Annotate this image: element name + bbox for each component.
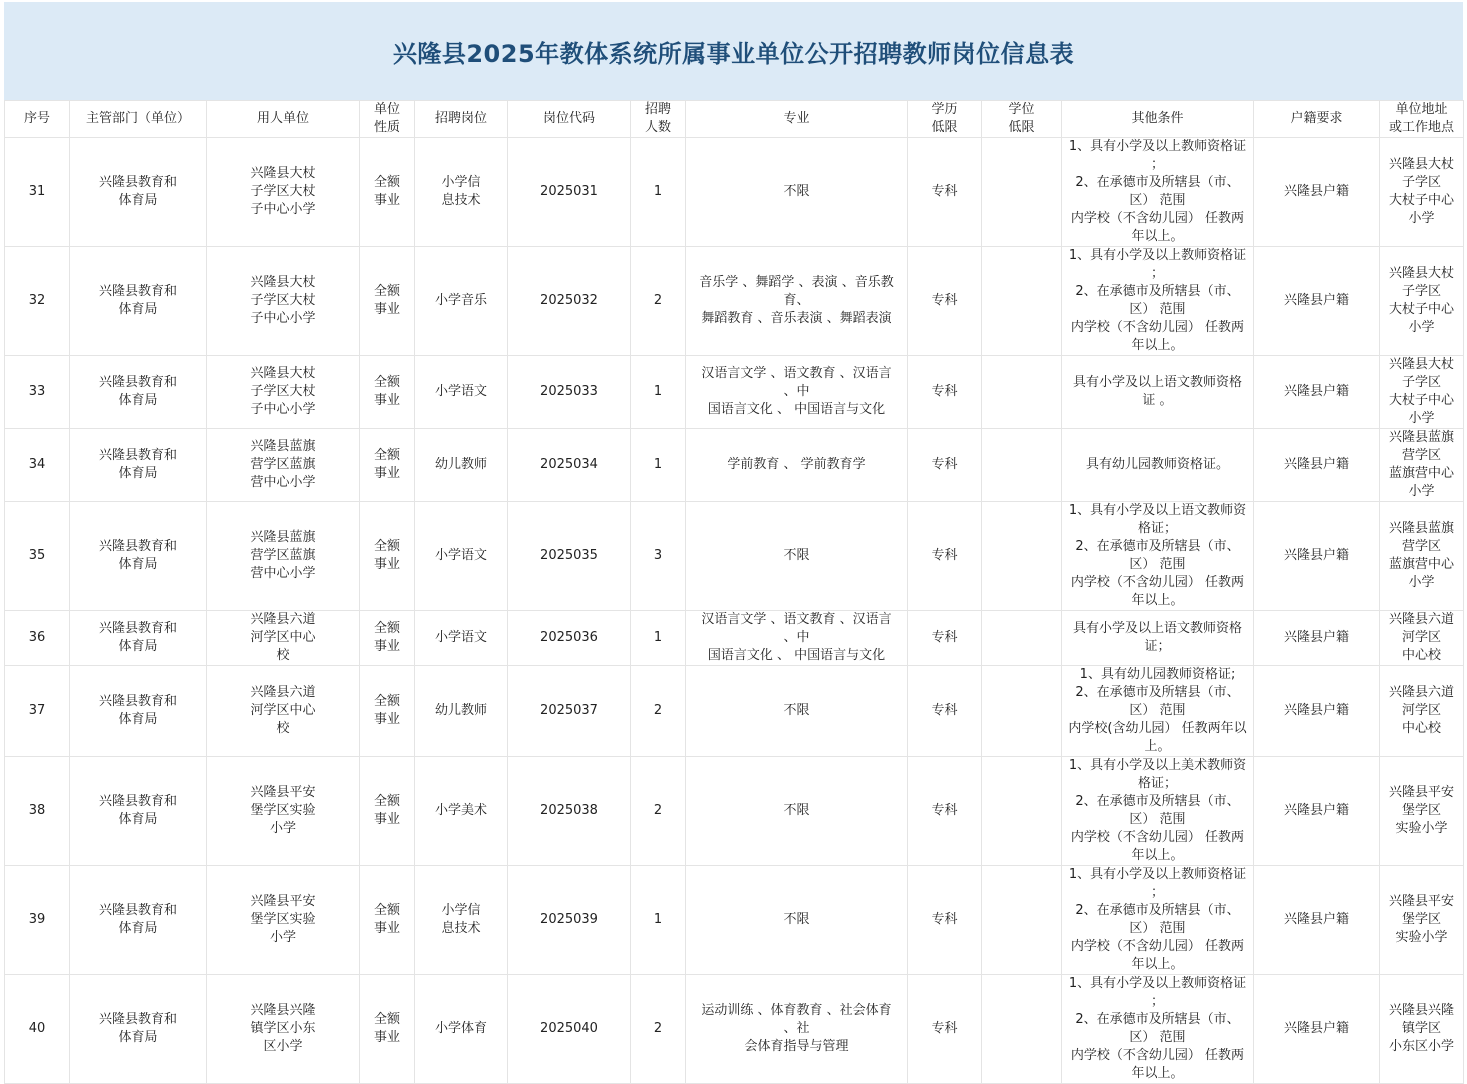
cell-degree <box>982 866 1062 975</box>
cell-degree <box>982 138 1062 247</box>
cell-major: 汉语言文学 、语文教育 、汉语言 、中 国语言文化 、 中国语言与文化 <box>686 611 908 666</box>
cell-huji: 兴隆县户籍 <box>1254 247 1380 356</box>
cell-degree <box>982 429 1062 502</box>
header-code: 岗位代码 <box>508 101 631 138</box>
cell-seq: 36 <box>5 611 70 666</box>
cell-cond: 1、具有小学及以上教师资格证 ； 2、在承德市及所辖县（市、 区） 范围 内学校（不含幼儿园） 任教两 年以上。 <box>1062 138 1254 247</box>
cell-huji: 兴隆县户籍 <box>1254 866 1380 975</box>
cell-addr: 兴隆县蓝旗 营学区 蓝旗营中心 小学 <box>1380 429 1464 502</box>
cell-edu: 专科 <box>908 138 982 247</box>
header-degree: 学位 低限 <box>982 101 1062 138</box>
cell-major: 不限 <box>686 757 908 866</box>
cell-code: 2025038 <box>508 757 631 866</box>
cell-degree <box>982 666 1062 757</box>
cell-degree <box>982 757 1062 866</box>
cell-degree <box>982 611 1062 666</box>
cell-count: 1 <box>631 356 686 429</box>
cell-edu: 专科 <box>908 666 982 757</box>
cell-nature: 全额 事业 <box>360 666 415 757</box>
header-unit: 用人单位 <box>207 101 360 138</box>
cell-post: 小学语文 <box>415 502 508 611</box>
cell-code: 2025036 <box>508 611 631 666</box>
header-cond: 其他条件 <box>1062 101 1254 138</box>
header-post: 招聘岗位 <box>415 101 508 138</box>
cell-degree <box>982 502 1062 611</box>
cell-edu: 专科 <box>908 866 982 975</box>
cell-dept: 兴隆县教育和 体育局 <box>70 866 207 975</box>
cell-nature: 全额 事业 <box>360 757 415 866</box>
cell-unit: 兴隆县蓝旗 营学区蓝旗 营中心小学 <box>207 429 360 502</box>
cell-huji: 兴隆县户籍 <box>1254 975 1380 1084</box>
cell-nature: 全额 事业 <box>360 502 415 611</box>
cell-huji: 兴隆县户籍 <box>1254 611 1380 666</box>
cell-degree <box>982 356 1062 429</box>
cell-post: 小学语文 <box>415 356 508 429</box>
cell-cond: 1、具有小学及以上教师资格证 ； 2、在承德市及所辖县（市、 区） 范围 内学校（不含幼儿园） 任教两 年以上。 <box>1062 247 1254 356</box>
cell-unit: 兴隆县兴隆 镇学区小东 区小学 <box>207 975 360 1084</box>
cell-major: 不限 <box>686 866 908 975</box>
cell-unit: 兴隆县六道 河学区中心 校 <box>207 666 360 757</box>
table-row <box>5 975 1464 1084</box>
cell-dept: 兴隆县教育和 体育局 <box>70 975 207 1084</box>
header-row <box>5 101 1464 138</box>
cell-cond: 1、具有小学及以上教师资格证 ； 2、在承德市及所辖县（市、 区） 范围 内学校（不含幼儿园） 任教两 年以上。 <box>1062 866 1254 975</box>
cell-dept: 兴隆县教育和 体育局 <box>70 356 207 429</box>
cell-degree <box>982 975 1062 1084</box>
cell-nature: 全额 事业 <box>360 247 415 356</box>
cell-addr: 兴隆县大杖 子学区 大杖子中心 小学 <box>1380 138 1464 247</box>
table-row <box>5 138 1464 247</box>
cell-code: 2025040 <box>508 975 631 1084</box>
cell-unit: 兴隆县大杖 子学区大杖 子中心小学 <box>207 356 360 429</box>
cell-cond: 1、具有小学及以上教师资格证 ； 2、在承德市及所辖县（市、 区） 范围 内学校（不含幼儿园） 任教两 年以上。 <box>1062 975 1254 1084</box>
cell-nature: 全额 事业 <box>360 866 415 975</box>
cell-cond: 具有幼儿园教师资格证。 <box>1062 429 1254 502</box>
cell-major: 汉语言文学 、语文教育 、汉语言 、中 国语言文化 、 中国语言与文化 <box>686 356 908 429</box>
cell-seq: 38 <box>5 757 70 866</box>
cell-huji: 兴隆县户籍 <box>1254 429 1380 502</box>
header-count: 招聘 人数 <box>631 101 686 138</box>
cell-unit: 兴隆县平安 堡学区实验 小学 <box>207 866 360 975</box>
cell-seq: 33 <box>5 356 70 429</box>
cell-edu: 专科 <box>908 356 982 429</box>
cell-dept: 兴隆县教育和 体育局 <box>70 757 207 866</box>
header-edu: 学历 低限 <box>908 101 982 138</box>
cell-huji: 兴隆县户籍 <box>1254 757 1380 866</box>
cell-post: 幼儿教师 <box>415 666 508 757</box>
table-row <box>5 666 1464 757</box>
cell-cond: 1、具有幼儿园教师资格证; 2、在承德市及所辖县（市、 区） 范围 内学校(含幼儿园） 任教两年以 上。 <box>1062 666 1254 757</box>
header-major: 专业 <box>686 101 908 138</box>
cell-addr: 兴隆县六道 河学区 中心校 <box>1380 666 1464 757</box>
cell-seq: 32 <box>5 247 70 356</box>
cell-addr: 兴隆县大杖 子学区 大杖子中心 小学 <box>1380 356 1464 429</box>
cell-code: 2025032 <box>508 247 631 356</box>
header-seq: 序号 <box>5 101 70 138</box>
table-row <box>5 502 1464 611</box>
cell-edu: 专科 <box>908 429 982 502</box>
cell-count: 2 <box>631 247 686 356</box>
header-dept: 主管部门（单位） <box>70 101 207 138</box>
cell-nature: 全额 事业 <box>360 138 415 247</box>
table-body <box>5 138 1464 1084</box>
header-nature: 单位 性质 <box>360 101 415 138</box>
cell-seq: 31 <box>5 138 70 247</box>
cell-code: 2025033 <box>508 356 631 429</box>
cell-nature: 全额 事业 <box>360 975 415 1084</box>
cell-huji: 兴隆县户籍 <box>1254 356 1380 429</box>
cell-post: 小学美术 <box>415 757 508 866</box>
cell-major: 运动训练 、体育教育 、社会体育 、社 会体育指导与管理 <box>686 975 908 1084</box>
cell-seq: 34 <box>5 429 70 502</box>
cell-seq: 39 <box>5 866 70 975</box>
cell-count: 1 <box>631 429 686 502</box>
cell-nature: 全额 事业 <box>360 429 415 502</box>
cell-count: 2 <box>631 757 686 866</box>
cell-edu: 专科 <box>908 247 982 356</box>
table-row <box>5 866 1464 975</box>
cell-count: 1 <box>631 866 686 975</box>
cell-edu: 专科 <box>908 611 982 666</box>
cell-unit: 兴隆县蓝旗 营学区蓝旗 营中心小学 <box>207 502 360 611</box>
cell-addr: 兴隆县蓝旗 营学区 蓝旗营中心 小学 <box>1380 502 1464 611</box>
cell-count: 3 <box>631 502 686 611</box>
cell-nature: 全额 事业 <box>360 356 415 429</box>
cell-huji: 兴隆县户籍 <box>1254 138 1380 247</box>
cell-huji: 兴隆县户籍 <box>1254 666 1380 757</box>
cell-post: 小学信 息技术 <box>415 138 508 247</box>
cell-addr: 兴隆县兴隆 镇学区 小东区小学 <box>1380 975 1464 1084</box>
cell-unit: 兴隆县平安 堡学区实验 小学 <box>207 757 360 866</box>
cell-code: 2025039 <box>508 866 631 975</box>
cell-count: 1 <box>631 138 686 247</box>
cell-dept: 兴隆县教育和 体育局 <box>70 502 207 611</box>
cell-unit: 兴隆县大杖 子学区大杖 子中心小学 <box>207 138 360 247</box>
cell-count: 1 <box>631 611 686 666</box>
cell-dept: 兴隆县教育和 体育局 <box>70 429 207 502</box>
cell-edu: 专科 <box>908 975 982 1084</box>
cell-cond: 1、具有小学及以上语文教师资 格证； 2、在承德市及所辖县（市、 区） 范围 内学校（不含幼儿园） 任教两 年以上。 <box>1062 502 1254 611</box>
cell-major: 学前教育 、 学前教育学 <box>686 429 908 502</box>
cell-edu: 专科 <box>908 757 982 866</box>
cell-addr: 兴隆县平安 堡学区 实验小学 <box>1380 757 1464 866</box>
cell-degree <box>982 247 1062 356</box>
recruitment-table <box>4 100 1464 1084</box>
cell-seq: 35 <box>5 502 70 611</box>
cell-seq: 40 <box>5 975 70 1084</box>
header-addr: 单位地址 或工作地点 <box>1380 101 1464 138</box>
page-title: 兴隆县2025年教体系统所属事业单位公开招聘教师岗位信息表 <box>392 39 1075 68</box>
cell-major: 音乐学 、舞蹈学 、表演 、音乐教 育、 舞蹈教育 、音乐表演 、舞蹈表演 <box>686 247 908 356</box>
cell-addr: 兴隆县大杖 子学区 大杖子中心 小学 <box>1380 247 1464 356</box>
cell-addr: 兴隆县六道 河学区 中心校 <box>1380 611 1464 666</box>
cell-count: 2 <box>631 666 686 757</box>
cell-nature: 全额 事业 <box>360 611 415 666</box>
cell-huji: 兴隆县户籍 <box>1254 502 1380 611</box>
cell-major: 不限 <box>686 502 908 611</box>
cell-major: 不限 <box>686 138 908 247</box>
cell-post: 幼儿教师 <box>415 429 508 502</box>
cell-count: 2 <box>631 975 686 1084</box>
title-bar <box>4 2 1463 101</box>
cell-addr: 兴隆县平安 堡学区 实验小学 <box>1380 866 1464 975</box>
cell-dept: 兴隆县教育和 体育局 <box>70 138 207 247</box>
cell-post: 小学信 息技术 <box>415 866 508 975</box>
cell-unit: 兴隆县大杖 子学区大杖 子中心小学 <box>207 247 360 356</box>
cell-cond: 具有小学及以上语文教师资格 证； <box>1062 611 1254 666</box>
table-row <box>5 611 1464 666</box>
table-row <box>5 247 1464 356</box>
cell-code: 2025031 <box>508 138 631 247</box>
cell-dept: 兴隆县教育和 体育局 <box>70 666 207 757</box>
cell-seq: 37 <box>5 666 70 757</box>
cell-unit: 兴隆县六道 河学区中心 校 <box>207 611 360 666</box>
table-row <box>5 429 1464 502</box>
cell-dept: 兴隆县教育和 体育局 <box>70 611 207 666</box>
header-huji: 户籍要求 <box>1254 101 1380 138</box>
table-row <box>5 757 1464 866</box>
cell-code: 2025037 <box>508 666 631 757</box>
cell-dept: 兴隆县教育和 体育局 <box>70 247 207 356</box>
cell-post: 小学体育 <box>415 975 508 1084</box>
cell-edu: 专科 <box>908 502 982 611</box>
cell-cond: 具有小学及以上语文教师资格 证 。 <box>1062 356 1254 429</box>
cell-code: 2025034 <box>508 429 631 502</box>
cell-cond: 1、具有小学及以上美术教师资 格证； 2、在承德市及所辖县（市、 区） 范围 内学校（不含幼儿园） 任教两 年以上。 <box>1062 757 1254 866</box>
cell-post: 小学音乐 <box>415 247 508 356</box>
cell-code: 2025035 <box>508 502 631 611</box>
cell-major: 不限 <box>686 666 908 757</box>
table-row <box>5 356 1464 429</box>
cell-post: 小学语文 <box>415 611 508 666</box>
